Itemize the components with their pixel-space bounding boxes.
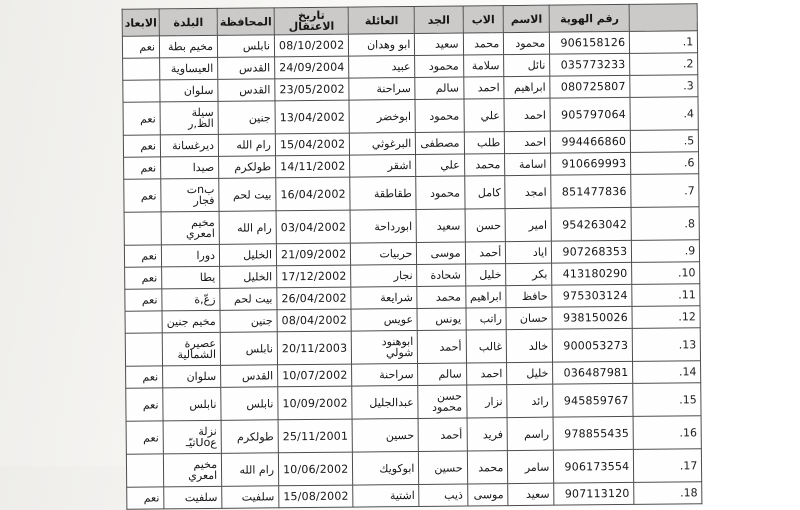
cell-town: دورا	[161, 244, 219, 267]
cell-father: سلامة	[463, 55, 504, 77]
cell-id: 906158126	[550, 31, 630, 54]
cell-deported: نعم	[124, 157, 161, 179]
cell-father: غالب	[466, 330, 507, 363]
cell-father: كامل	[464, 176, 505, 209]
cell-governorate: بيت لحم	[220, 288, 277, 311]
cell-date: 08/10/2002	[274, 34, 349, 57]
cell-family: شرايعة	[351, 286, 417, 309]
cell-town: سلفيت	[164, 486, 222, 509]
cell-deported	[126, 454, 163, 487]
cell-family: سراحنة	[349, 77, 415, 100]
cell-name: رائد	[507, 384, 553, 417]
cell-family: عويس	[351, 308, 417, 331]
cell-id: 906173554	[554, 449, 634, 483]
cell-town: العيساوية	[160, 57, 218, 80]
header-family: العائلة	[349, 6, 415, 34]
cell-father: راتب	[466, 308, 507, 330]
cell-num: 1.	[630, 31, 698, 54]
header-name: الاسم	[503, 5, 549, 32]
cell-id: 080725807	[550, 75, 630, 98]
cell-name: امير	[505, 208, 551, 241]
cell-grandfather: علي	[416, 154, 464, 176]
cell-grandfather: حسن محمود	[418, 385, 467, 418]
cell-num: 6.	[631, 152, 699, 175]
cell-family: سراحنة	[352, 363, 418, 386]
cell-num: 15.	[633, 383, 701, 417]
table-row	[127, 482, 702, 510]
cell-num: 11.	[632, 284, 700, 307]
cell-num: 14.	[633, 361, 701, 384]
cell-town: مخيم امعري	[161, 211, 219, 245]
cell-name: حافظ	[506, 285, 552, 307]
cell-id: 907113120	[554, 482, 634, 505]
cell-name: ابراهيم	[504, 76, 550, 98]
cell-date: 10/06/2002	[278, 452, 353, 486]
cell-num: 7.	[631, 174, 699, 208]
cell-name: سامر	[508, 450, 554, 483]
cell-town: مخيم بطة	[159, 35, 217, 58]
cell-date: 17/12/2002	[277, 265, 352, 288]
cell-father: احمد	[466, 363, 507, 385]
cell-governorate: الخليل	[220, 266, 277, 289]
cell-name: اسامة	[505, 153, 551, 175]
cell-family: ابوهنود شولي	[352, 330, 418, 364]
cell-date: 13/04/2002	[275, 100, 350, 134]
cell-date: 25/11/2001	[278, 419, 353, 453]
cell-deported	[123, 80, 160, 102]
cell-town: زعّ,ة	[162, 288, 220, 311]
cell-deported: نعم	[125, 289, 162, 311]
cell-father: احمد	[463, 77, 504, 99]
cell-name: امجد	[505, 175, 551, 208]
cell-name: خالد	[507, 329, 553, 362]
cell-family: ابوكويك	[353, 451, 419, 485]
cell-father: طلب	[464, 132, 505, 154]
cell-governorate: بيت لحم	[219, 178, 276, 212]
cell-town: يطا	[162, 266, 220, 289]
cell-name: اياد	[506, 241, 552, 263]
cell-grandfather: مصطفى	[416, 132, 464, 154]
cell-deported: نعم	[126, 388, 163, 421]
cell-num: 5.	[631, 130, 699, 153]
table-row	[123, 97, 699, 136]
cell-grandfather: محمود	[415, 55, 463, 77]
cell-family: عبدالجليل	[352, 385, 418, 419]
header-grandfather: الجد	[415, 6, 463, 33]
cell-id: 978855435	[553, 416, 633, 450]
cell-deported: نعم	[124, 245, 161, 267]
cell-id: 413180290	[552, 262, 632, 285]
table-row	[126, 416, 702, 455]
cell-governorate: طولكرم	[221, 420, 278, 454]
cell-deported	[123, 58, 160, 80]
cell-town: ديرغسانة	[160, 134, 218, 157]
cell-num: 4.	[630, 97, 698, 131]
cell-grandfather: سالم	[418, 363, 466, 385]
header-deported: الابعاد	[122, 9, 159, 36]
table-row	[125, 328, 701, 367]
cell-father: نزار	[466, 385, 507, 418]
cell-grandfather: سعيد	[415, 33, 463, 55]
cell-family: البرغوثي	[350, 132, 416, 155]
cell-father: علي	[464, 99, 505, 132]
cell-grandfather: أحمد	[418, 330, 467, 363]
cell-governorate: رام الله	[221, 453, 278, 487]
table-body	[122, 31, 702, 510]
cell-father: محمد	[463, 33, 504, 55]
cell-grandfather: سعيد	[416, 209, 465, 242]
cell-governorate: القدس	[218, 79, 275, 102]
cell-grandfather: موسى	[417, 242, 465, 264]
cell-father: فريد	[467, 418, 508, 451]
cell-num: 2.	[630, 53, 698, 76]
cell-date: 21/09/2002	[276, 243, 351, 266]
cell-father: موسى	[467, 484, 508, 506]
cell-num: 3.	[630, 75, 698, 98]
cell-id: 945859767	[553, 383, 633, 417]
cell-governorate: جنين	[220, 310, 277, 333]
header-town: البلدة	[159, 8, 217, 36]
table-row	[126, 449, 702, 488]
cell-id: 910669993	[551, 152, 631, 175]
cell-governorate: نابلس	[217, 35, 274, 58]
cell-family: عبيد	[349, 55, 415, 78]
cell-father: أحمد	[465, 242, 506, 264]
cell-date: 03/04/2002	[276, 210, 351, 244]
cell-grandfather: سالم	[415, 77, 463, 99]
cell-date: 23/05/2002	[275, 78, 350, 101]
cell-town: مخيم جنين	[162, 310, 220, 333]
detainee-table	[122, 3, 703, 510]
header-row-number	[629, 4, 697, 32]
cell-name: احمد	[504, 98, 550, 131]
cell-grandfather: حسين	[419, 451, 468, 484]
cell-family: اشتية	[353, 484, 419, 507]
cell-father: حسن	[465, 209, 506, 242]
cell-date: 14/11/2002	[276, 155, 351, 178]
cell-name: نائل	[504, 54, 550, 76]
cell-num: 9.	[632, 240, 700, 263]
cell-date: 08/04/2002	[277, 309, 352, 332]
cell-name: بكر	[506, 263, 552, 285]
cell-deported: نعم	[126, 421, 163, 454]
header-arrest-date: تاريخ الاعتقال	[274, 7, 349, 35]
cell-deported	[125, 311, 162, 333]
cell-id: 994466860	[551, 130, 631, 153]
cell-town: نابلس	[163, 387, 221, 421]
cell-num: 13.	[632, 328, 700, 362]
cell-governorate: القدس	[218, 57, 275, 80]
cell-id: 907268353	[552, 240, 632, 263]
cell-town: صيدا	[161, 156, 219, 179]
cell-num: 18.	[634, 482, 702, 505]
document-photo	[122, 3, 703, 510]
cell-family: ابوخضر	[349, 99, 415, 133]
cell-father: ابراهيم	[465, 286, 506, 308]
cell-deported: نعم	[123, 102, 160, 135]
cell-date: 26/04/2002	[277, 287, 352, 310]
table-row	[124, 174, 700, 213]
cell-name: احمد	[505, 131, 551, 153]
cell-grandfather: محمد	[417, 286, 465, 308]
table-row	[124, 207, 700, 246]
cell-num: 12.	[632, 306, 700, 329]
cell-date: 24/09/2004	[275, 56, 350, 79]
cell-deported: نعم	[127, 487, 164, 509]
cell-governorate: رام الله	[219, 211, 276, 245]
cell-id: 900053273	[553, 328, 633, 362]
cell-town: مخيم امعري	[163, 453, 221, 487]
cell-family: ابورداحة	[350, 209, 416, 243]
cell-name: خليل	[507, 362, 553, 384]
cell-town: بnت فجار	[161, 178, 219, 212]
cell-id: 954263042	[551, 207, 631, 241]
header-id-number: رقم الهوية	[549, 4, 629, 32]
cell-family: حسين	[352, 418, 418, 452]
cell-governorate: رام الله	[218, 134, 275, 157]
cell-date: 15/04/2002	[275, 133, 350, 156]
cell-num: 8.	[631, 207, 699, 241]
cell-id: 905797064	[550, 97, 630, 131]
cell-grandfather: شحادة	[417, 264, 465, 286]
cell-father: محمد	[467, 451, 508, 484]
cell-family: نجار	[351, 264, 417, 287]
cell-governorate: سلفيت	[222, 486, 279, 509]
cell-grandfather: يونس	[417, 308, 465, 330]
cell-father: خليل	[465, 264, 506, 286]
cell-deported: نعم	[122, 36, 159, 58]
cell-governorate: جنين	[218, 101, 275, 135]
cell-date: 20/11/2003	[277, 331, 352, 365]
cell-num: 10.	[632, 262, 700, 285]
cell-governorate: القدس	[221, 365, 278, 388]
cell-family: ابو وهدان	[349, 33, 415, 56]
cell-num: 17.	[634, 449, 702, 483]
cell-town: سلوان	[163, 365, 221, 388]
cell-date: 10/07/2002	[278, 364, 353, 387]
cell-deported	[125, 333, 162, 366]
cell-name: حسان	[506, 307, 552, 329]
header-father: الاب	[463, 6, 504, 33]
cell-grandfather: محمود	[416, 176, 465, 209]
cell-grandfather: محمود	[415, 99, 464, 132]
cell-town: نزلة عUoتيّـ	[163, 420, 221, 454]
cell-family: اشقر	[350, 154, 416, 177]
cell-governorate: نابلس	[221, 387, 278, 421]
cell-grandfather: ذيب	[419, 484, 467, 506]
cell-governorate: الخليل	[219, 244, 276, 267]
cell-id: 851477836	[551, 174, 631, 208]
cell-town: سيلة الظ,ر	[160, 101, 218, 135]
cell-deported: نعم	[126, 366, 163, 388]
cell-grandfather: أحمد	[418, 418, 467, 451]
cell-town: سلوان	[160, 79, 218, 102]
cell-governorate: نابلس	[220, 332, 277, 366]
cell-id: 036487981	[553, 361, 633, 384]
cell-town: عصيرة الشمالية	[162, 332, 220, 366]
cell-name: سعيد	[508, 483, 554, 505]
cell-deported: نعم	[125, 267, 162, 289]
cell-family: طقاطقة	[350, 176, 416, 210]
cell-family: حربيات	[351, 242, 417, 265]
cell-id: 938150026	[552, 306, 632, 329]
cell-id: 975303124	[552, 284, 632, 307]
cell-name: راسم	[507, 417, 553, 450]
cell-num: 16.	[633, 416, 701, 450]
cell-deported	[124, 212, 161, 245]
cell-father: محمد	[464, 154, 505, 176]
cell-name: محمود	[504, 32, 550, 54]
cell-date: 10/09/2002	[278, 386, 353, 420]
cell-governorate: طولكرم	[219, 156, 276, 179]
cell-deported: نعم	[124, 179, 161, 212]
cell-deported: نعم	[123, 135, 160, 157]
cell-id: 035773233	[550, 53, 630, 76]
header-governorate: المحافظة	[217, 8, 274, 36]
table-row	[126, 383, 702, 422]
cell-date: 15/08/2002	[279, 485, 354, 508]
cell-date: 16/04/2002	[276, 177, 351, 211]
